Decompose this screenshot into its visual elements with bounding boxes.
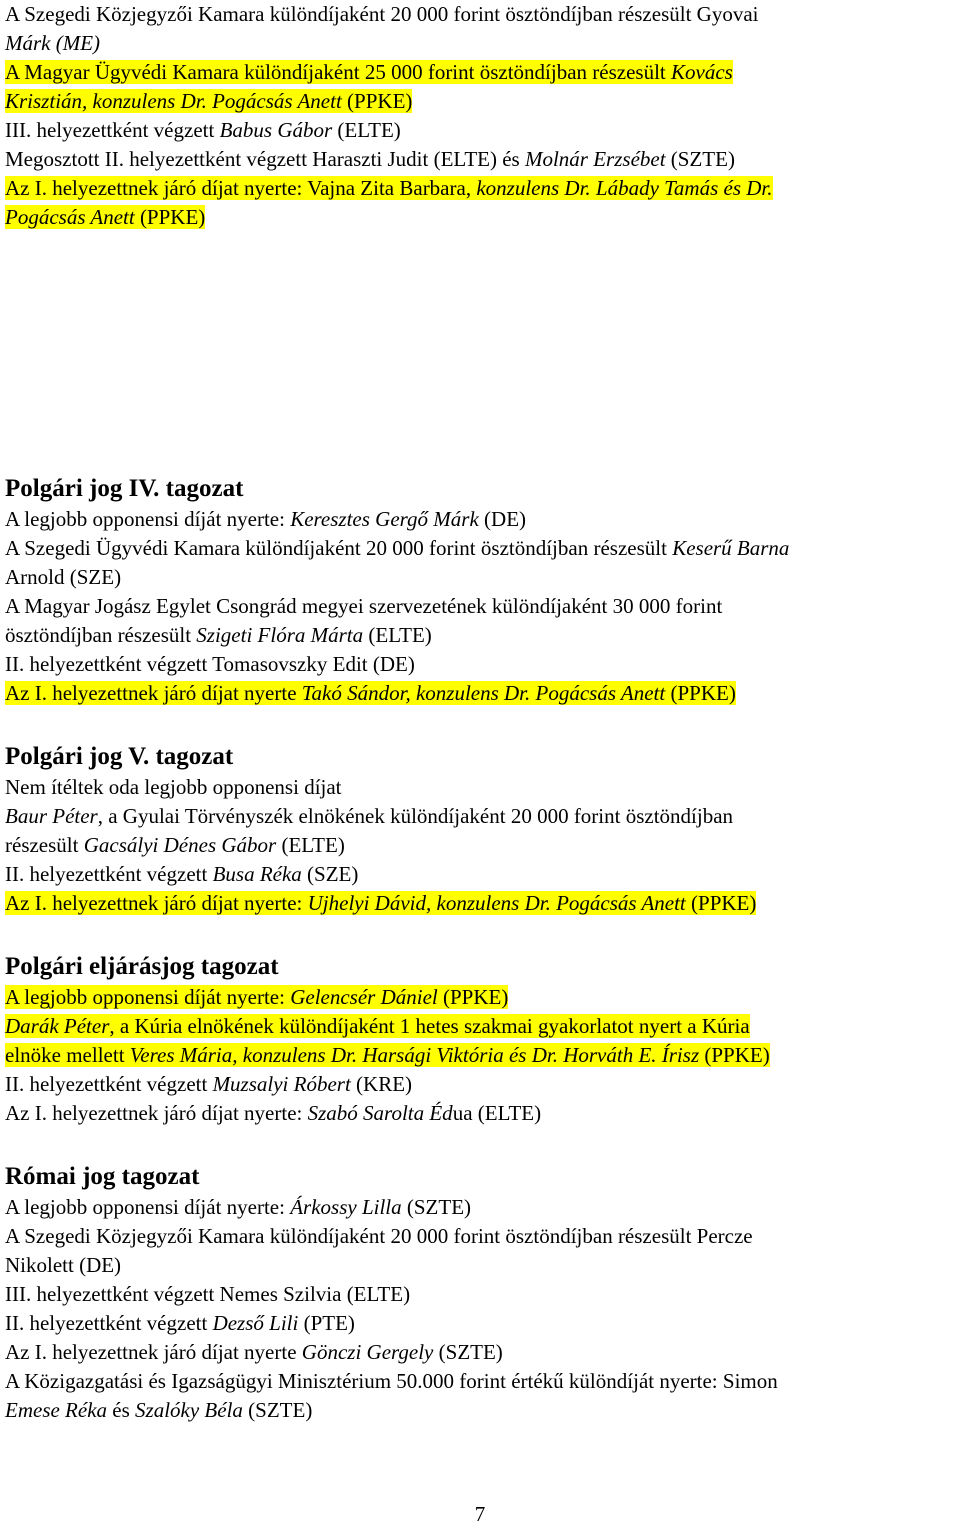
text-line: Az I. helyezettnek járó díjat nyerte Takó Sándor, konzulens Dr. Pogácsás Anett (PPKE) <box>5 681 736 705</box>
text-line: A Magyar Ügyvédi Kamara különdíjaként 25 000 forint ösztöndíjban részesült Kovács <box>5 60 733 84</box>
text-line: részesült Gacsályi Dénes Gábor (ELTE) <box>5 833 345 857</box>
text-line: Emese Réka és Szalóky Béla (SZTE) <box>5 1398 313 1422</box>
text-line: Megosztott II. helyezettként végzett Haraszti Judit (ELTE) és Molnár Erzsébet (SZTE) <box>5 147 735 171</box>
section-heading: Polgári eljárásjog tagozat <box>5 953 279 980</box>
page-number: 7 <box>474 1502 486 1526</box>
text-line: III. helyezettként végzett Nemes Szilvia (ELTE) <box>5 1282 411 1306</box>
text-line: Nem ítéltek oda legjobb opponensi díjat <box>5 775 342 799</box>
text-line: Az I. helyezettnek járó díjat nyerte: Ujhelyi Dávid, konzulens Dr. Pogácsás Anett (PPKE) <box>5 891 757 915</box>
text-line: II. helyezettként végzett Muzsalyi Róbert (KRE) <box>5 1072 413 1096</box>
section-heading: Római jog tagozat <box>5 1163 200 1190</box>
text-line: Krisztián, konzulens Dr. Pogácsás Anett (PPKE) <box>5 89 413 113</box>
text-line: A Szegedi Közjegyzői Kamara különdíjaként 20 000 forint ösztöndíjban részesült Percze <box>5 1224 753 1248</box>
text-line: A legjobb opponensi díját nyerte: Keresztes Gergő Márk (DE) <box>5 507 527 531</box>
section-heading: Polgári jog IV. tagozat <box>5 475 244 502</box>
text-line: Az I. helyezettnek járó díjat nyerte: Szabó Sarolta Édua (ELTE) <box>5 1101 542 1125</box>
text-line: A Szegedi Közjegyzői Kamara különdíjaként 20 000 forint ösztöndíjban részesült Gyovai <box>5 2 759 26</box>
text-line: A legjobb opponensi díját nyerte: Árkossy Lilla (SZTE) <box>5 1195 472 1219</box>
text-line: A legjobb opponensi díját nyerte: Gelencsér Dániel (PPKE) <box>5 985 509 1009</box>
text-line: Baur Péter, a Gyulai Törvényszék elnökének különdíjaként 20 000 forint ösztöndíjban <box>5 804 734 828</box>
text-line: Arnold (SZE) <box>5 565 122 589</box>
text-line: ösztöndíjban részesült Szigeti Flóra Márta (ELTE) <box>5 623 432 647</box>
text-line: III. helyezettként végzett Babus Gábor (ELTE) <box>5 118 401 142</box>
section-heading: Polgári jog V. tagozat <box>5 743 234 770</box>
text-line: Darák Péter, a Kúria elnökének különdíjaként 1 hetes szakmai gyakorlatot nyert a Kúria <box>5 1014 750 1038</box>
text-line: A Magyar Jogász Egylet Csongrád megyei szervezetének különdíjaként 30 000 forint <box>5 594 723 618</box>
text-line: II. helyezettként végzett Dezső Lili (PTE) <box>5 1311 355 1335</box>
text-line: Márk (ME) <box>5 31 101 55</box>
text-line: Nikolett (DE) <box>5 1253 122 1277</box>
text-line: II. helyezettként végzett Busa Réka (SZE) <box>5 862 359 886</box>
text-line: Pogácsás Anett (PPKE) <box>5 205 206 229</box>
text-line: Az I. helyezettnek járó díjat nyerte Gönczi Gergely (SZTE) <box>5 1340 503 1364</box>
text-line: A Szegedi Ügyvédi Kamara különdíjaként 20 000 forint ösztöndíjban részesült Keserű Barna <box>5 536 790 560</box>
text-line: elnöke mellett Veres Mária, konzulens Dr. Harsági Viktória és Dr. Horváth E. Írisz (PPKE) <box>5 1043 770 1067</box>
text-line: A Közigazgatási és Igazságügyi Minisztérium 50.000 forint értékű különdíját nyerte: Simon <box>5 1369 778 1393</box>
text-line: II. helyezettként végzett Tomasovszky Edit (DE) <box>5 652 415 676</box>
text-line: Az I. helyezettnek járó díjat nyerte: Vajna Zita Barbara, konzulens Dr. Lábady Tamás és Dr. <box>5 176 773 200</box>
